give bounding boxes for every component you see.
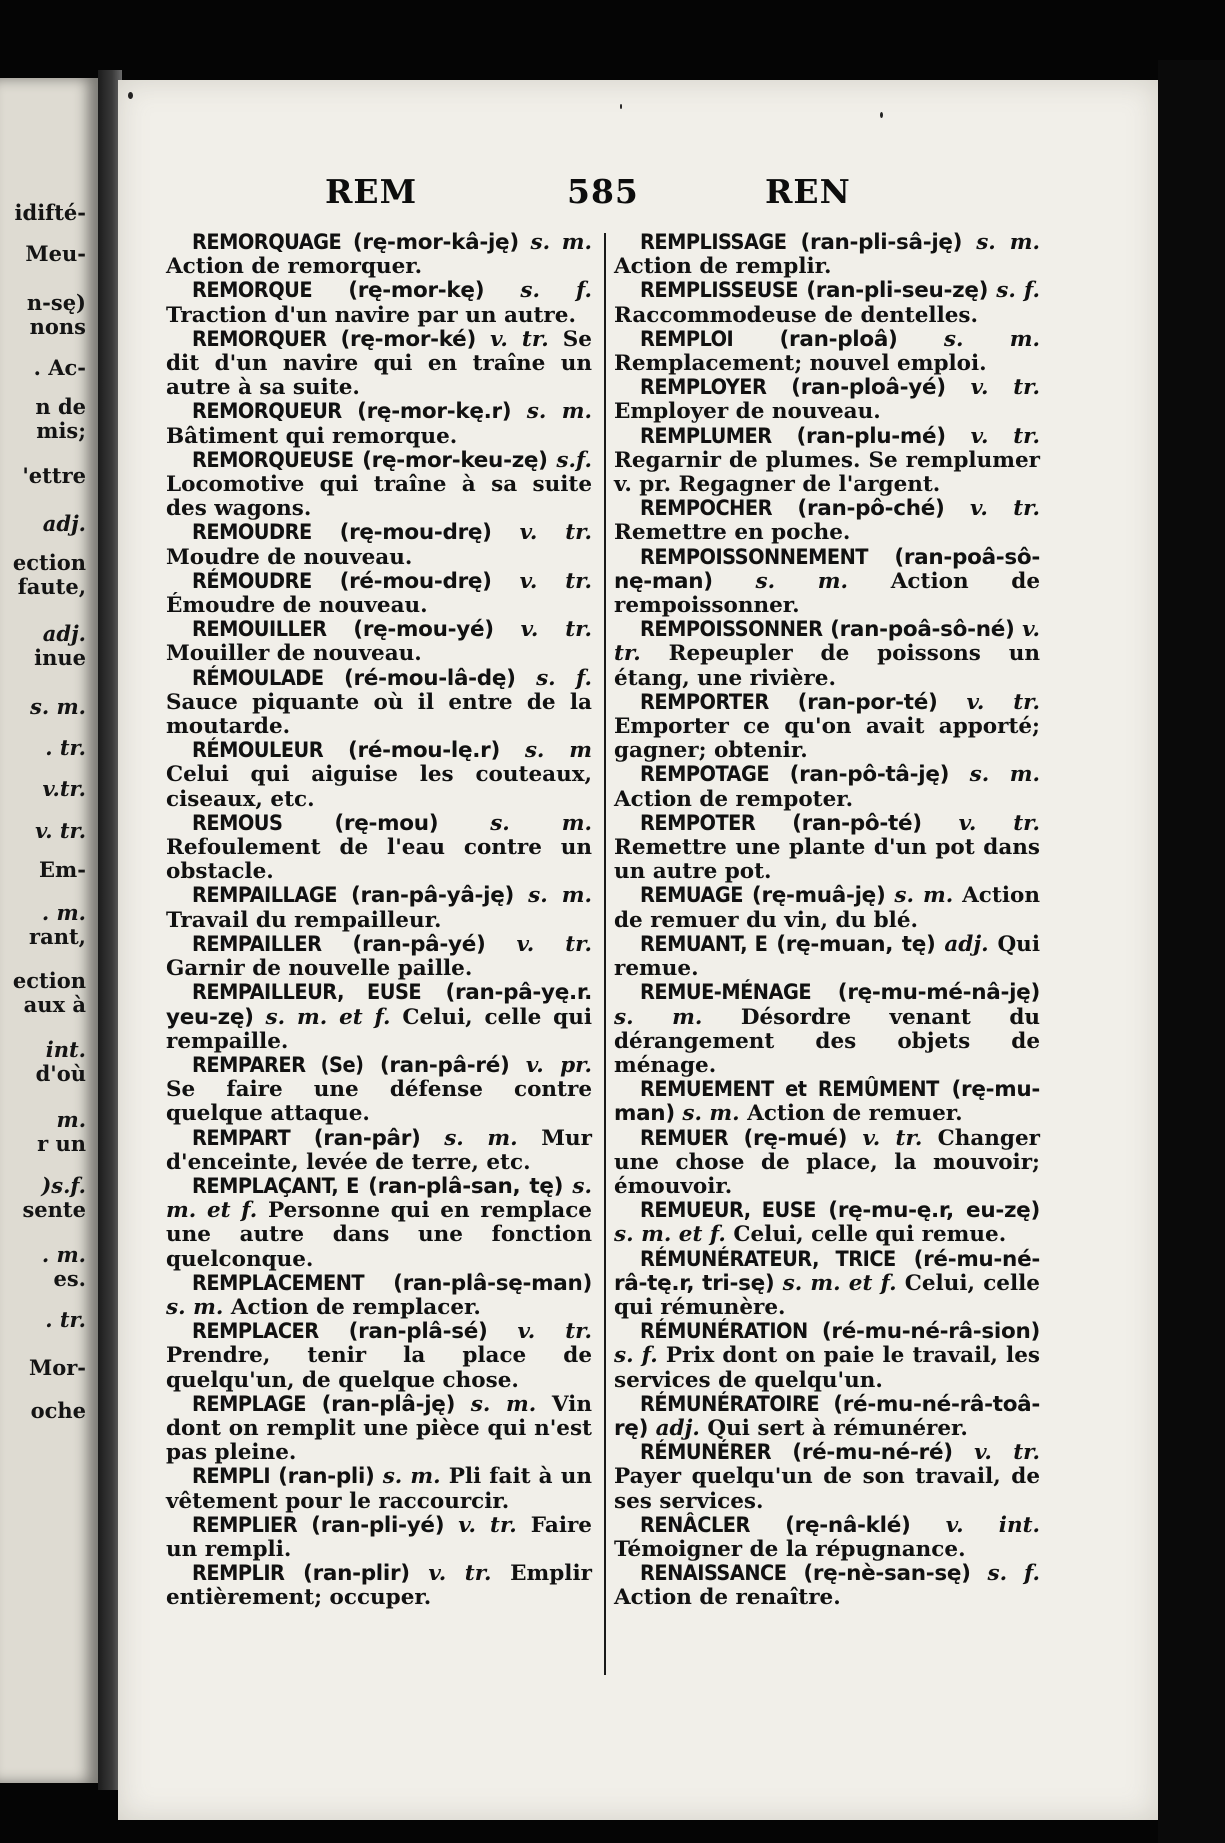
entry-pronunciation: (rę-nè-san-sę) <box>803 1561 971 1587</box>
entry-grammar: v. tr. <box>862 1125 923 1151</box>
left-page-fragment: es. <box>53 1266 86 1291</box>
entry-pronunciation: (ran-plir) <box>303 1561 410 1587</box>
entry-definition: Refoulement de l'eau contre un obstacle. <box>166 835 592 885</box>
entry-pronunciation: (ran-pâ-yâ-ję) <box>351 883 515 909</box>
entry-pronunciation: (ran-pâ-yé) <box>352 931 486 957</box>
entry-definition: Faire un rempli. <box>166 1512 592 1562</box>
entry-grammar: v. tr. <box>519 520 592 546</box>
entry-headword: REMPAILLEUR, EUSE <box>192 980 422 1006</box>
entry-headword: REMPLAGE <box>192 1391 306 1417</box>
entry-definition: Travail du rempailleur. <box>166 907 442 933</box>
left-page-fragment: d'où <box>35 1061 86 1086</box>
entry-headword: REMPOISSONNER <box>640 617 823 643</box>
entry-grammar: adj. <box>944 931 989 957</box>
entry-pronunciation: (ran-pli-seu-zę) <box>806 278 989 304</box>
dictionary-entry <box>614 328 1040 376</box>
entry-headword: REMORQUEUSE <box>192 447 354 473</box>
entry-pronunciation: (ré-mou-lę.r) <box>347 738 500 764</box>
entry-pronunciation: (rę-mor-kę.r) <box>357 399 512 425</box>
dictionary-entry <box>614 618 1040 691</box>
dictionary-entry <box>166 521 592 569</box>
dictionary-entry <box>166 618 592 666</box>
entry-grammar: s. f. <box>614 1343 658 1369</box>
dictionary-entry <box>614 1441 1040 1514</box>
entry-pronunciation: (rę-mor-kâ-ję) <box>352 230 519 255</box>
entry-headword: REMUE-MÉNAGE <box>640 980 812 1006</box>
entry-headword: REMPAILLER <box>192 931 322 957</box>
dictionary-entry <box>166 884 592 932</box>
left-page-fragment: ection <box>12 550 86 575</box>
dictionary-entry <box>166 231 592 279</box>
entry-definition: Action de remuer du vin, du blé. <box>614 883 1040 933</box>
dictionary-entry <box>166 400 592 448</box>
scan-background <box>1158 60 1225 1843</box>
entry-headword: REMUEUR, EUSE <box>640 1198 816 1224</box>
entry-definition: Mouiller de nouveau. <box>166 641 422 667</box>
entry-grammar: v. tr. <box>966 689 1040 715</box>
entry-definition: Qui sert à rémunérer. <box>707 1415 968 1441</box>
left-page-fragment: . m. <box>41 1242 86 1267</box>
entry-grammar: v. tr. <box>958 810 1040 836</box>
entry-definition: Action de rempoissonner. <box>614 568 1040 619</box>
entry-headword: REMUER <box>640 1125 729 1151</box>
entry-grammar: v. tr. <box>520 617 592 643</box>
dictionary-entry <box>166 328 592 401</box>
entry-pronunciation: (ran-plâ-sé) <box>348 1319 488 1345</box>
entry-headword: REMUANT, E <box>640 931 768 957</box>
entry-headword: RENÂCLER <box>640 1512 750 1538</box>
left-page-fragment: v.tr. <box>42 776 86 801</box>
entry-pronunciation: (ran-poâ-sô-nę-man) <box>614 544 1040 594</box>
entry-grammar: s. m. <box>614 1004 703 1030</box>
left-page-fragment: faute, <box>17 574 86 599</box>
left-page-fragment: n de <box>35 394 86 419</box>
left-page-fragment: m. <box>56 1107 86 1132</box>
entry-pronunciation: (rę-mor-keu-zę) <box>362 447 548 473</box>
entry-headword: REMPARER (Se) <box>192 1052 364 1078</box>
page-header <box>205 172 851 222</box>
dictionary-entry <box>614 763 1040 811</box>
entry-pronunciation: (ran-por-té) <box>797 689 938 715</box>
entry-definition: Action de remorquer. <box>166 254 423 280</box>
entry-grammar: s. m. <box>528 883 592 909</box>
entry-pronunciation: (ran-pô-ché) <box>797 496 945 522</box>
entry-pronunciation: (ran-plâ-ję) <box>321 1391 456 1417</box>
entry-definition: Celui, celle qui rémunère. <box>614 1270 1040 1320</box>
entry-headword: RÉMUNÉRATOIRE <box>640 1391 820 1417</box>
entry-pronunciation: (rę-mou-yé) <box>353 617 494 643</box>
entry-headword: REMORQUE <box>192 278 313 304</box>
entry-grammar: s. f. <box>520 278 592 304</box>
entry-definition: Locomotive qui traîne à sa suite des wagons. <box>166 472 592 522</box>
entry-definition: Payer quelqu'un de son travail, de ses services. <box>614 1464 1040 1514</box>
entry-grammar: s. m. <box>382 1464 441 1490</box>
entry-grammar: v. tr. <box>428 1561 492 1587</box>
entry-headword: RENAISSANCE <box>640 1561 787 1587</box>
entry-grammar: s. f. <box>536 665 592 691</box>
dictionary-entry <box>166 1054 592 1127</box>
page-number: 585 <box>567 172 639 211</box>
right-column <box>614 231 1040 1611</box>
entry-pronunciation: (ran-pô-tâ-ję) <box>789 762 950 788</box>
entry-pronunciation: (ran-ploâ-yé) <box>791 375 946 401</box>
previous-page-edge <box>0 78 98 1783</box>
entry-pronunciation: (rę-mué) <box>743 1125 848 1151</box>
entry-headword: REMOUS <box>192 810 283 836</box>
entry-grammar: s. m. <box>444 1125 518 1151</box>
left-page-fragment: . tr. <box>45 735 86 760</box>
dictionary-entry <box>614 691 1040 764</box>
dictionary-entry <box>166 449 592 522</box>
entry-definition: Qui remue. <box>614 931 1040 982</box>
entry-headword: REMPLISSAGE <box>640 230 787 255</box>
dictionary-entry <box>614 376 1040 424</box>
left-page-fragment: 'ettre <box>22 463 86 488</box>
dictionary-entry <box>614 497 1040 545</box>
entry-definition: Emporter ce qu'on avait apporté; gagner; obtenir. <box>614 714 1040 764</box>
entry-pronunciation: (rę-mor-ké) <box>340 326 476 352</box>
entry-headword: REMPLOYER <box>640 375 767 401</box>
entry-definition: Prendre, tenir la place de quelqu'un, de quelque chose. <box>166 1343 592 1393</box>
entry-pronunciation: (ran-plâ-san, tę) <box>368 1173 564 1199</box>
entry-pronunciation: (rę-mou) <box>334 810 439 836</box>
entry-definition: Émoudre de nouveau. <box>166 593 428 619</box>
column-divider <box>604 233 606 1675</box>
entry-grammar: s. m. <box>755 568 849 594</box>
left-page-fragment: s. m. <box>30 694 86 719</box>
entry-definition: Prix dont on paie le travail, les services de quelqu'un. <box>614 1343 1040 1393</box>
left-page-fragment: mis; <box>36 418 86 443</box>
entry-headword: RÉMUNÉRATION <box>640 1319 808 1345</box>
entry-grammar: s. m. <box>470 1391 537 1417</box>
dictionary-entry <box>614 1393 1040 1441</box>
entry-grammar: v. tr. <box>458 1512 517 1538</box>
entry-headword: REMPLOI <box>640 326 734 352</box>
entry-grammar: s.f. <box>556 447 592 473</box>
entry-pronunciation: (ré-mu-né-râ-tę.r, tri-sę) <box>614 1246 1040 1296</box>
entry-pronunciation: (rę-muan, tę) <box>776 931 936 957</box>
dictionary-entry <box>166 1320 592 1393</box>
entry-grammar: v. tr. <box>519 568 592 594</box>
entry-grammar: v. int. <box>945 1512 1040 1538</box>
entry-pronunciation: (rę-mu-ę.r, eu-zę) <box>828 1198 1040 1224</box>
dictionary-entry <box>614 1514 1040 1562</box>
dictionary-entry <box>614 981 1040 1078</box>
entry-definition: Moudre de nouveau. <box>166 544 413 570</box>
scan-speck <box>128 92 133 99</box>
dictionary-entry <box>614 1199 1040 1247</box>
entry-headword: REMPART <box>192 1125 291 1151</box>
entry-grammar: s. m. <box>894 883 954 909</box>
entry-definition: Traction d'un navire par un autre. <box>166 302 576 328</box>
left-page-fragment: . tr. <box>45 1307 86 1332</box>
entry-grammar: s. m. <box>969 762 1040 788</box>
dictionary-entry <box>614 1320 1040 1393</box>
entry-grammar: adj. <box>655 1415 700 1441</box>
entry-grammar: s. m. <box>526 399 592 425</box>
entry-grammar: v. tr. <box>517 1319 592 1345</box>
entry-definition: Celui, celle qui rempaille. <box>166 1004 592 1054</box>
entry-pronunciation: (ran-pâ-yę.r. yeu-zę) <box>166 980 592 1030</box>
dictionary-entry <box>166 1562 592 1610</box>
left-page-fragment: r un <box>37 1131 86 1156</box>
dictionary-entry <box>614 1127 1040 1200</box>
left-page-fragment: nons <box>29 314 86 339</box>
entry-headword: REMPOTER <box>640 810 756 836</box>
dictionary-entry <box>614 546 1040 619</box>
left-page-fragment: oche <box>30 1398 86 1423</box>
entry-headword: REMPLI <box>192 1464 271 1490</box>
entry-headword: RÉMOUDRE <box>192 568 312 594</box>
entry-definition: Action de remuer. <box>747 1101 963 1127</box>
entry-pronunciation: (ré-mou-drę) <box>339 568 492 594</box>
dictionary-entry <box>614 1248 1040 1321</box>
entry-headword: REMPOTAGE <box>640 762 770 788</box>
entry-headword: REMORQUER <box>192 326 327 352</box>
entry-grammar: s. m. <box>682 1101 740 1127</box>
entry-headword: RÉMOULADE <box>192 665 324 691</box>
dictionary-entry <box>614 884 1040 932</box>
dictionary-entry <box>614 1562 1040 1610</box>
entry-definition: Remettre en poche. <box>614 520 851 546</box>
entry-definition: Action de rempoter. <box>614 786 854 812</box>
dictionary-entry <box>614 279 1040 327</box>
entry-headword: REMPLIER <box>192 1512 298 1538</box>
left-page-fragment: adj. <box>42 511 86 536</box>
entry-pronunciation: (ran-pâr) <box>313 1125 421 1151</box>
entry-definition: Bâtiment qui remorque. <box>166 423 458 449</box>
entry-pronunciation: (ran-plâ-sę-man) <box>393 1270 592 1296</box>
entry-definition: Remplacement; nouvel emploi. <box>614 351 987 377</box>
left-page-fragment: idifté- <box>14 200 86 225</box>
entry-pronunciation: (rę-mou-drę) <box>339 520 492 546</box>
entry-headword: REMPLACER <box>192 1319 319 1345</box>
entry-grammar: v. tr. <box>516 931 592 957</box>
entry-definition: Se dit d'un navire qui en traîne un autre à sa suite. <box>166 326 592 401</box>
entry-pronunciation: (ran-pli-yé) <box>311 1512 445 1538</box>
dictionary-entry <box>614 812 1040 885</box>
dictionary-entry <box>166 279 592 327</box>
entry-grammar: s. m. <box>166 1294 224 1320</box>
entry-headword: REMPAILLAGE <box>192 883 337 909</box>
entry-definition: Emplir entièrement; occuper. <box>166 1561 592 1611</box>
header-left-guideword: REM <box>325 172 418 211</box>
entry-headword: RÉMOULEUR <box>192 738 324 764</box>
entry-grammar: v. tr. <box>970 375 1040 401</box>
entry-grammar: v. tr. <box>490 326 549 352</box>
entry-pronunciation: (ran-ploâ) <box>779 326 898 352</box>
entry-headword: REMUAGE <box>640 883 743 909</box>
header-right-guideword: REN <box>765 172 851 211</box>
left-column <box>166 231 592 1611</box>
entry-pronunciation: (ré-mu-né-ré) <box>792 1440 953 1466</box>
dictionary-entry <box>614 933 1040 981</box>
entry-headword: REMOUDRE <box>192 520 312 546</box>
entry-pronunciation: (rę-muâ-ję) <box>751 883 886 909</box>
scan-speck <box>620 104 622 109</box>
dictionary-entry <box>614 1078 1040 1126</box>
entry-definition: Désordre venant du dérangement des objets de ménage. <box>614 1004 1040 1078</box>
entry-headword: RÉMUNÉRER <box>640 1440 771 1466</box>
dictionary-entry <box>166 667 592 740</box>
entry-pronunciation: (ran-pli) <box>278 1464 375 1490</box>
entry-grammar: s. m. et f. <box>166 1173 592 1224</box>
left-page-fragment: int. <box>45 1037 86 1062</box>
entry-headword: REMOUILLER <box>192 617 327 643</box>
entry-pronunciation: (ré-mu-né-râ-sion) <box>821 1319 1040 1345</box>
entry-grammar: s. m <box>524 738 592 764</box>
dictionary-entry <box>614 425 1040 498</box>
entry-definition: Personne qui en remplace une autre dans une fonction quelconque. <box>166 1198 592 1272</box>
entry-pronunciation: (rę-mu-man) <box>614 1077 1040 1127</box>
entry-grammar: s. m. et f. <box>614 1222 726 1248</box>
entry-definition: Action de renaître. <box>614 1585 841 1611</box>
entry-grammar: v. tr. <box>614 617 1040 667</box>
entry-grammar: v. tr. <box>970 423 1040 449</box>
dictionary-entry <box>166 1393 592 1466</box>
dictionary-entry <box>166 812 592 885</box>
entry-headword: REMORQUAGE <box>192 230 342 255</box>
entry-definition: Vin dont on remplit une pièce qui n'est pas pleine. <box>166 1391 592 1466</box>
entry-pronunciation: (rę-nâ-klé) <box>785 1512 911 1538</box>
entry-definition: Garnir de nouvelle paille. <box>166 956 473 982</box>
left-page-fragment: Mor- <box>28 1355 86 1380</box>
left-page-fragment: adj. <box>42 621 86 646</box>
entry-definition: Regarnir de plumes. Se remplumer v. pr. Regagner de l'argent. <box>614 447 1040 498</box>
entry-definition: Employer de nouveau. <box>614 399 881 425</box>
entry-headword: REMPLIR <box>192 1561 285 1587</box>
entry-definition: Changer une chose de place, la mouvoir; émouvoir. <box>614 1125 1040 1199</box>
entry-grammar: v. tr. <box>969 496 1040 522</box>
entry-grammar: v. pr. <box>525 1052 592 1078</box>
left-page-fragment: Em- <box>39 857 86 882</box>
entry-headword: REMUEMENT et REMÛMENT <box>640 1077 939 1103</box>
entry-definition: Remettre une plante d'un pot dans un autre pot. <box>614 835 1040 885</box>
entry-definition: Témoigner de la répugnance. <box>614 1536 966 1562</box>
entry-pronunciation: (ran-pô-té) <box>792 810 922 836</box>
entry-definition: Action de remplacer. <box>230 1294 481 1320</box>
entry-grammar: s. m. <box>530 230 592 255</box>
entry-pronunciation: (ran-pli-sâ-ję) <box>800 230 963 255</box>
entry-pronunciation: (ré-mu-né-râ-toâ-rę) <box>614 1391 1040 1441</box>
entry-headword: REMPORTER <box>640 689 769 715</box>
left-page-fragment: n-sę) <box>26 290 86 315</box>
entry-pronunciation: (ran-pâ-ré) <box>379 1052 510 1078</box>
left-page-fragment: . Ac- <box>33 355 86 380</box>
entry-headword: REMPOISSONNEMENT <box>640 544 868 570</box>
entry-headword: REMPOCHER <box>640 496 772 522</box>
dictionary-entry <box>614 231 1040 279</box>
left-page-fragment: Meu- <box>25 241 86 266</box>
left-page-fragment: v. tr. <box>35 818 86 843</box>
dictionary-entry <box>166 981 592 1054</box>
entry-definition: Pli fait à un vêtement pour le raccourcir. <box>166 1464 592 1514</box>
entry-grammar: s. m. et f. <box>782 1270 897 1296</box>
left-page-fragment: . m. <box>41 900 86 925</box>
entry-grammar: s. f. <box>996 278 1040 304</box>
entry-pronunciation: (ran-plu-mé) <box>796 423 946 449</box>
dictionary-entry <box>166 739 592 812</box>
entry-headword: REMPLACEMENT <box>192 1270 365 1296</box>
entry-definition: Action de remplir. <box>614 254 832 280</box>
dictionary-entry <box>166 1175 592 1272</box>
entry-headword: REMPLISSEUSE <box>640 278 799 304</box>
entry-pronunciation: (rę-mor-kę) <box>348 278 485 304</box>
entry-headword: REMPLUMER <box>640 423 772 449</box>
dictionary-entry <box>166 1514 592 1562</box>
entry-grammar: s. m. <box>976 230 1040 255</box>
entry-definition: Mur d'enceinte, levée de terre, etc. <box>166 1125 592 1175</box>
dictionary-entry <box>166 1272 592 1320</box>
dictionary-entry <box>166 1465 592 1513</box>
dictionary-entry <box>166 570 592 618</box>
left-page-fragment: aux à <box>23 992 86 1017</box>
entry-pronunciation: (rę-mu-mé-nâ-ję) <box>837 980 1040 1006</box>
entry-definition: Celui, celle qui remue. <box>733 1222 1007 1248</box>
left-page-fragment: ection <box>12 968 86 993</box>
entry-pronunciation: (ré-mou-lâ-dę) <box>343 665 516 691</box>
entry-headword: REMPLAÇANT, E <box>192 1173 359 1199</box>
entry-grammar: v. tr. <box>974 1440 1040 1466</box>
dictionary-entry <box>166 1127 592 1175</box>
entry-grammar: s. m. <box>490 810 592 836</box>
entry-definition: Repeupler de poissons un étang, une rivière. <box>614 641 1040 691</box>
entry-definition: Se faire une défense contre quelque attaque. <box>166 1077 592 1127</box>
entry-definition: Sauce piquante où il entre de la moutarde. <box>166 689 592 740</box>
dictionary-entry <box>166 933 592 981</box>
entry-definition: Raccommodeuse de dentelles. <box>614 302 979 328</box>
entry-grammar: s. f. <box>987 1561 1040 1587</box>
entry-pronunciation: (ran-poâ-sô-né) <box>830 617 1015 643</box>
entry-headword: REMORQUEUR <box>192 399 342 425</box>
left-page-fragment: )s.f. <box>41 1173 86 1198</box>
left-page-fragment: sente <box>22 1197 86 1222</box>
scan-speck <box>880 112 883 118</box>
entry-grammar: s. m. <box>943 326 1040 352</box>
entry-grammar: s. m. et f. <box>265 1004 391 1030</box>
left-page-fragment: rant, <box>29 924 86 949</box>
entry-headword: RÉMUNÉRATEUR, TRICE <box>640 1246 896 1272</box>
left-page-fragment: inue <box>34 645 86 670</box>
entry-definition: Celui qui aiguise les couteaux, ciseaux, etc. <box>166 762 592 812</box>
